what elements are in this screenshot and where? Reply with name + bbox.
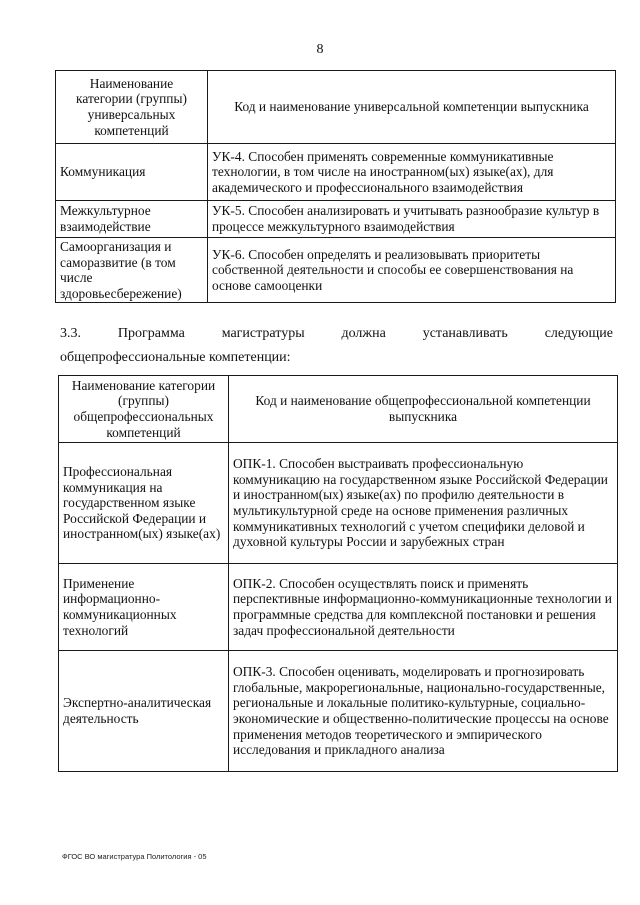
general-professional-competencies-table [58,375,618,772]
table-header-row [59,376,618,443]
competence-header-cell: Код и наименование общепрофессиональной компетенции выпускника [229,376,618,443]
competence-cell: УК-5. Способен анализировать и учитывать разнообразие культур в процессе межкультурного взаимодействия [208,201,616,238]
category-cell: Межкультурное взаимодействие [56,201,208,238]
category-cell: Экспертно-аналитическая деятельность [59,651,229,772]
table-row [56,144,616,201]
table-row [59,564,618,651]
competence-header-cell: Код и наименование универсальной компетенции выпускника [208,71,616,144]
category-cell: Коммуникация [56,144,208,201]
section-paragraph-line: 3.3. Программа магистратуры должна устанавливать следующие [60,326,613,341]
competence-cell: ОПК-3. Способен оценивать, моделировать и прогнозировать глобальные, макрорегиональные, национально-государственные, региональные и локальные политико-культурные, социально-экономические и общественно-политические процессы на основе применения методов теоретического и эмпирического исследования и прикладного анализа [229,651,618,772]
category-cell: Применение информационно-коммуникационных технологий [59,564,229,651]
table-row [59,443,618,564]
table-row [56,201,616,238]
table-header-row [56,71,616,144]
universal-competencies-table [55,70,616,303]
page-footer: ФГОС ВО магистратура Политология - 05 [62,852,207,861]
category-cell: Самоорганизация и саморазвитие (в том числе здоровьесбережение) [56,238,208,303]
category-header-cell: Наименование категории (группы) универсальных компетенций [56,71,208,144]
competence-cell: УК-4. Способен применять современные коммуникативные технологии, в том числе на иностранном(ых) языке(ах), для академического и профессионального взаимодействия [208,144,616,201]
table-row [56,238,616,303]
section-paragraph-line: общепрофессиональные компетенции: [60,350,291,365]
category-header-cell: Наименование категории (группы) общепрофессиональных компетенций [59,376,229,443]
table-row [59,651,618,772]
category-cell: Профессиональная коммуникация на государственном языке Российской Федерации и иностранном(ых) языке(ах) [59,443,229,564]
page-number: 8 [316,42,324,57]
competence-cell: УК-6. Способен определять и реализовывать приоритеты собственной деятельности и способы ее совершенствования на основе самооценки [208,238,616,303]
competence-cell: ОПК-1. Способен выстраивать профессиональную коммуникацию на государственном языке Российской Федерации и иностранном(ых) языке(ах) по профилю деятельности в мультикультурной среде на основе применения различных коммуникативных технологий с учетом специфики деловой и духовной культуры России и зарубежных стран [229,443,618,564]
competence-cell: ОПК-2. Способен осуществлять поиск и применять перспективные информационно-коммуникационные технологии и программные средства для комплексной постановки и решения задач профессиональной деятельности [229,564,618,651]
